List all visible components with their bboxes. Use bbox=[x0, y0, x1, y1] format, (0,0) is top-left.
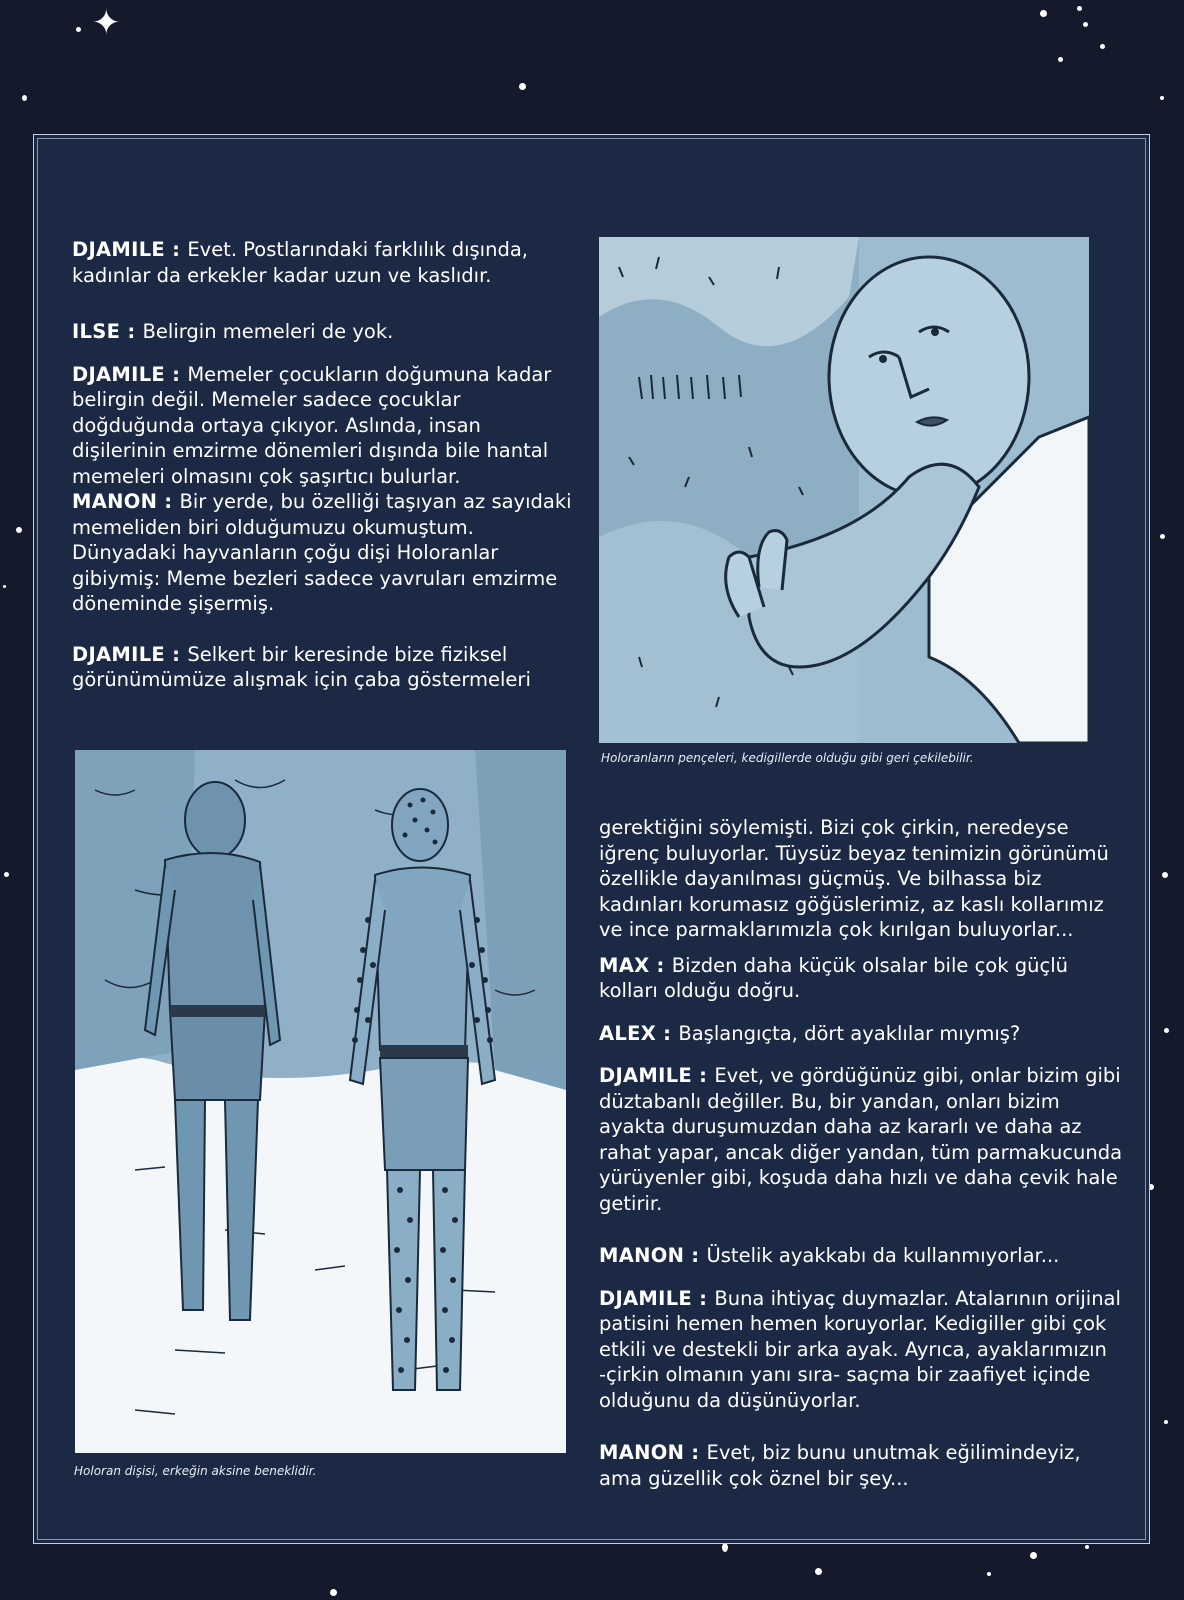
dialogue-text: Evet, ve gördüğünüz gibi, onlar bizim gibi düztabanlı değiller. Bu, bir yandan, onları bizim ayakta duruşumuzdan daha az kararlı ve daha az rahat yapar, ancak diğer yandan, tüm parmakucunda yürüyenler gibi, koşuda daha hızlı ve daha çevik hale getirir. bbox=[599, 1064, 1123, 1215]
speaker-name: MANON bbox=[72, 490, 158, 513]
star bbox=[1160, 96, 1164, 100]
star bbox=[1160, 534, 1165, 539]
star bbox=[1077, 6, 1082, 11]
star bbox=[1164, 1420, 1168, 1424]
star bbox=[1162, 872, 1168, 878]
dialogue-text: Selkert bir keresinde bize fiziksel görünümümüze alışmak için çaba göstermeleri bbox=[72, 642, 531, 691]
illustration-holoran-hand bbox=[599, 237, 1089, 743]
speaker-name: MANON bbox=[599, 1244, 685, 1267]
speaker-name: MAX bbox=[599, 953, 650, 977]
illustration-holoran-pair bbox=[75, 750, 566, 1453]
speaker-name: DJAMILE bbox=[72, 642, 166, 666]
dialogue-line: ILSE : Belirgin memeleri de yok. bbox=[72, 320, 394, 343]
dialogue-line: DJAMILE : Selkert bir keresinde bize fiziksel görünümümüze alışmak için çaba göstermeleri bbox=[72, 642, 531, 691]
dialogue-continuation: gerektiğini söylemişti. Bizi çok çirkin, neredeyse iğrenç buluyorlar. Tüysüz beyaz tenimizin görünümü özellikle dayanılması güçmüş. Ve bilhassa biz kadınları korumasız göğüslerimiz, az kaslı kollarımız ve ince parmaklarımızla çok kırılgan buluyorlar... bbox=[599, 816, 1109, 941]
dialogue-right-column bbox=[599, 815, 1124, 1491]
speaker-name: MANON bbox=[599, 1441, 685, 1464]
speaker-name: DJAMILE bbox=[599, 1064, 693, 1087]
dialogue-line: DJAMILE : Evet. Postlarındaki farklılık dışında, kadınlar da erkekler kadar uzun ve kaslıdır. bbox=[72, 238, 528, 287]
speaker-name: DJAMILE bbox=[599, 1286, 693, 1310]
speaker-name: DJAMILE bbox=[72, 362, 166, 386]
star bbox=[330, 1589, 337, 1596]
star bbox=[815, 1568, 822, 1575]
dialogue-line: DJAMILE : Memeler çocukların doğumuna kadar belirgin değil. Memeler sadece çocuklar doğduğunda ortaya çıkıyor. Aslında, insan dişilerinin emzirme dönemleri dışında bile hantal memeleri olmasını çok şaşırtıcı bulurlar. bbox=[72, 362, 552, 488]
dialogue-text: Başlangıçta, dört ayaklılar mıymış? bbox=[678, 1021, 1021, 1045]
dialogue-text: Evet, biz bunu unutmak eğilimindeyiz, ama güzellik çok öznel bir şey... bbox=[599, 1441, 1081, 1490]
dialogue-line: MAX : Bizden daha küçük olsalar bile çok güçlü kolları olduğu doğru. bbox=[599, 953, 1068, 1002]
star bbox=[1030, 1552, 1037, 1559]
star bbox=[1083, 22, 1088, 27]
star bbox=[76, 27, 81, 32]
star bbox=[987, 1572, 991, 1576]
dialogue-left-column bbox=[72, 237, 572, 693]
dialogue-text: Bir yerde, bu özelliği taşıyan az sayıdaki memeliden biri olduğumuzu okumuştum. Dünyadaki hayvanların çoğu dişi Holoranlar gibiymiş: Meme bezleri sadece yavruları emzirme döneminde şişermiş. bbox=[72, 490, 572, 615]
dialogue-text: Memeler çocukların doğumuna kadar belirgin değil. Memeler sadece çocuklar doğduğunda ortaya çıkıyor. Aslında, insan dişilerinin emzirme dönemleri dışında bile hantal memeleri olmasını çok şaşırtıcı bulurlar. bbox=[72, 362, 552, 488]
dialogue-line: MANON : Evet, biz bunu unutmak eğilimindeyiz, ama güzellik çok öznel bir şey... bbox=[599, 1441, 1081, 1490]
speaker-name: DJAMILE bbox=[72, 238, 166, 261]
star bbox=[16, 527, 22, 533]
dialogue-text: Belirgin memeleri de yok. bbox=[142, 320, 394, 343]
dialogue-line: ALEX : Başlangıçta, dört ayaklılar mıymış? bbox=[599, 1021, 1021, 1045]
star bbox=[4, 872, 9, 877]
star bbox=[722, 1543, 728, 1552]
speaker-name: ALEX bbox=[599, 1021, 657, 1045]
star bbox=[3, 585, 6, 588]
dialogue-text: Evet. Postlarındaki farklılık dışında, kadınlar da erkekler kadar uzun ve kaslıdır. bbox=[72, 238, 528, 287]
dialogue-text: Bizden daha küçük olsalar bile çok güçlü kolları olduğu doğru. bbox=[599, 953, 1068, 1002]
star bbox=[1100, 44, 1105, 49]
dialogue-text: Üstelik ayakkabı da kullanmıyorlar... bbox=[706, 1244, 1060, 1267]
dialogue-line: DJAMILE : Evet, ve gördüğünüz gibi, onlar bizim gibi düztabanlı değiller. Bu, bir yandan, onları bizim ayakta duruşumuzdan daha az kararlı ve daha az rahat yapar, ancak diğer yandan, tüm parmakucunda yürüyenler gibi, koşuda daha hızlı ve daha çevik hale getirir. bbox=[599, 1064, 1123, 1215]
dialogue-line: DJAMILE : Buna ihtiyaç duymazlar. Atalarının orijinal patisini hemen hemen koruyorlar. Kedigiller gibi çok etkili ve destekli bir arka ayak. Ayrıca, ayaklarımızın -çirkin olmanın yanı sıra- saçma bir zaafiyet içinde olduğunu da düşünüyorlar. bbox=[599, 1286, 1121, 1412]
dialogue-text: Buna ihtiyaç duymazlar. Atalarının orijinal patisini hemen hemen koruyorlar. Kedigiller gibi çok etkili ve destekli bir arka ayak. Ayrıca, ayaklarımızın -çirkin olmanın yanı sıra- saçma bir zaafiyet içinde olduğunu da düşünüyorlar. bbox=[599, 1286, 1121, 1412]
dialogue-line: MANON : Bir yerde, bu özelliği taşıyan az sayıdaki memeliden biri olduğumuzu okumuştum. Dünyadaki hayvanların çoğu dişi Holoranlar gibiymiş: Meme bezleri sadece yavruları emzirme döneminde şişermiş. bbox=[72, 490, 572, 615]
caption-top-right: Holoranların pençeleri, kedigillerde olduğu gibi geri çekilebilir. bbox=[601, 751, 974, 765]
star bbox=[22, 95, 27, 101]
star-sparkle: ✦ bbox=[92, 3, 121, 43]
speaker-name: ILSE bbox=[72, 320, 121, 343]
dialogue-line: MANON : Üstelik ayakkabı da kullanmıyorlar... bbox=[599, 1244, 1060, 1267]
caption-bottom-left: Holoran dişisi, erkeğin aksine beneklidir. bbox=[74, 1464, 317, 1478]
star bbox=[1058, 57, 1063, 62]
star bbox=[1040, 10, 1047, 17]
star bbox=[519, 83, 526, 90]
star bbox=[1085, 1545, 1089, 1549]
star bbox=[1164, 1028, 1169, 1033]
